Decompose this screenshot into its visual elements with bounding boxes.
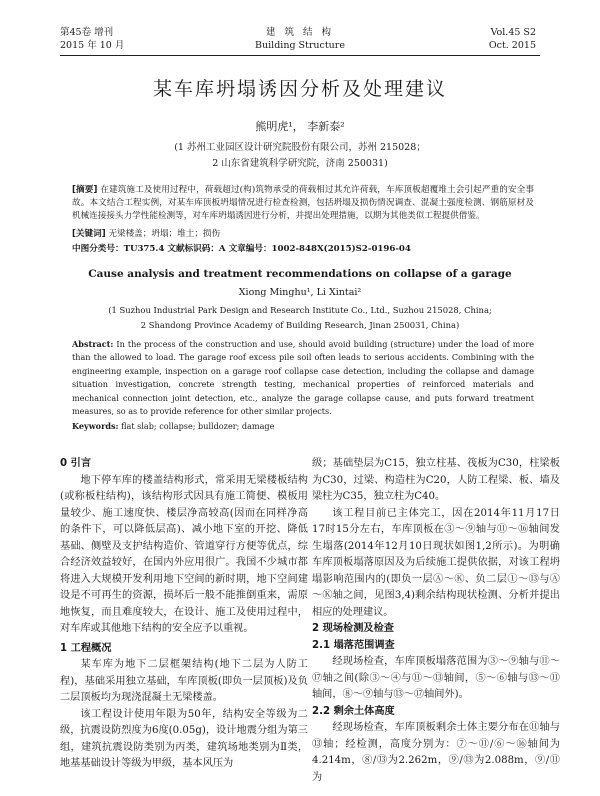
journal-name-cn: 建 筑 结 构 (265, 27, 335, 38)
classification-line: 中图分类号：TU375.4 文献标识码：A 文章编号：1002-848X(2015)S2-0196-04 (72, 244, 411, 254)
header-volume (489, 26, 536, 52)
project-paragraph-2: 该工程设计使用年限为50年，结构安全等级为二级，抗震设防烈度为6度(0.05g)，设计地震分组为第三组，建筑抗震设防类别为丙类，建筑场地类别为Ⅱ类，地基基础设计等级为甲级，基本风压为 (60, 708, 308, 769)
section-introduction-heading: 0 引言 (60, 458, 92, 469)
english-abstract-text: In the process of the construction and use, should avoid building (structure) under the load of more than the allowed to load. The garage roof excess pile soil often leads to serious accidents. Combining with the engineering example, inspection on a garage roof collapse case detection, including the collapse and damage situation investigation, concrete strength testing, mechanical properties of reinforced materials and mechanical connection joint detection, etc., analyze the garage collapse cause, and puts forward treatment measures, so as to provide reference for other similar projects. (72, 339, 534, 417)
collapse-range-paragraph: 经现场检查，车库顶板塌落范围为③～⑨轴与⑪～⑰轴之间(除③～④与⑪～⑬轴间，⑤～⑥轴与⑬～⑪轴间，⑧～⑨轴与⑬～⑰轴间外)。 (312, 656, 560, 700)
subsection-soil-height-heading: 2.2 剩余土体高度 (312, 705, 395, 717)
section-project-heading: 1 工程概况 (60, 642, 112, 654)
header-rule (60, 55, 540, 56)
affiliation-1: (1 苏州工业园区设计研究院股份有限公司，苏州 215028； (174, 142, 426, 153)
body-right-column (312, 456, 560, 786)
paper-authors: 熊明虎¹， 李新泰² (255, 120, 345, 133)
section-inspection-heading: 2 现场检测及检查 (312, 623, 394, 634)
subsection-collapse-range-heading: 2.1 塌落范围调查 (312, 639, 395, 651)
issue-date: 2015 年 10 月 (60, 40, 125, 51)
keywords-label: [关键词] (72, 229, 106, 239)
materials-paragraph: 级；基础垫层为C15，独立柱基、筏板为C30，柱梁板为C30，过梁、构造柱为C20，人防工程梁、板、墙及梁柱为C35，独立柱为C40。 (312, 458, 560, 502)
soil-height-paragraph: 经现场检查，车库顶板剩余土体主要分布在⑪轴与⑬轴；经检测，高度分别为：⑦～⑪/⑥～⑯轴间为4.214m，⑧/⑬为2.262m，⑨/⑬为2.088m，⑨/⑪为 (312, 722, 560, 783)
collapse-paragraph: 该工程目前已主体完工，因在2014年11月17日17时15分左右，车库顶板在③～⑨轴与⑪～⑯轴间发生塌落(2014年12月10日现状如图1,2所示)。为明确车库顶板塌落原因及为后续施工提供依据，对该工程坍塌影响范围内的(即负一层Ⓐ～Ⓚ、负二层①～⑬与Ⓐ～Ⓚ轴之间，见图3,4)剩余结构现状检测、分析并提出相应的处理建议。 (312, 507, 560, 618)
keywords-en (72, 420, 534, 433)
abstract-label: [摘要] (72, 185, 98, 195)
english-title: Cause analysis and treatment recommendations on collapse of a garage (88, 268, 512, 280)
journal-name-en: Building Structure (255, 40, 345, 51)
abstract-en (72, 338, 534, 418)
keywords-text: 无梁楼盖；坍塌；堆土；损伤 (108, 229, 221, 239)
project-paragraph-1: 某车库为地下二层框架结构(地下二层为人防工程)，基础采用独立基础，车库顶板(即负一层顶板)及负二层顶板均为现浇混凝土无梁楼盖。 (60, 659, 308, 703)
english-abstract-label: Abstract: (72, 339, 114, 349)
english-affiliation-1: (1 Suzhou Industrial Park Design and Research Institute Co., Ltd., Suzhou 215028, China; (108, 305, 492, 315)
english-authors: Xiong Minghu¹, Li Xintai² (238, 287, 362, 298)
paper-title: 某车库坍塌诱因分析及处理建议 (152, 78, 447, 100)
volume-number: Vol.45 S2 (490, 27, 536, 38)
affiliation-2: 2 山东省建筑科学研究院，济南 250031) (212, 158, 388, 169)
body-left-column (60, 456, 308, 773)
volume-month: Oct. 2015 (488, 40, 536, 51)
abstract-cn (72, 184, 534, 223)
english-affiliation-2: 2 Shandong Province Academy of Building Research, Jinan 250031, China) (140, 320, 460, 330)
issue-number: 第45卷 增刊 (60, 27, 114, 38)
english-keywords-text: flat slab; collapse; bulldozer; damage (121, 421, 275, 431)
keywords-cn (72, 227, 220, 239)
english-keywords-label: Keywords: (72, 421, 119, 431)
introduction-paragraph: 地下停车库的楼盖结构形式，常采用无梁楼板结构(或称板柱结构)，该结构形式因具有施工简便、模板用量较少、施工速度快、楼层净高较高(因而在同样净高的条件下，可以降低层高)、减小地下室的开挖、降低基础、侧壁及支护结构造价、管道穿行方便等优点，综合经济效益较好，在国内外应用很广。我国不少城市都将进入大规模开发利用地下空间的新时期，地下空间建设是不可再生的资源，损坏后一般不能推倒重来，需原地恢复，而且难度较大，在设计、施工及使用过程中，对车库或其他地下结构的安全应予以重视。 (60, 474, 308, 634)
abstract-text: 在建筑施工及使用过程中，荷载超过(构)筑物承受的荷载相过其允许荷载，车库顶板超覆堆土会引起严重的安全事故。本文结合工程实例，对某车库顶板坍塌情况进行检查检测，包括坍塌及损伤情况调查、混凝土强度检测、钢筋原材及机械连接接头力学性能检测等，对车库坍塌诱因进行分析，并提出处理措施，以期为其他类似工程提供借鉴。 (72, 185, 534, 221)
